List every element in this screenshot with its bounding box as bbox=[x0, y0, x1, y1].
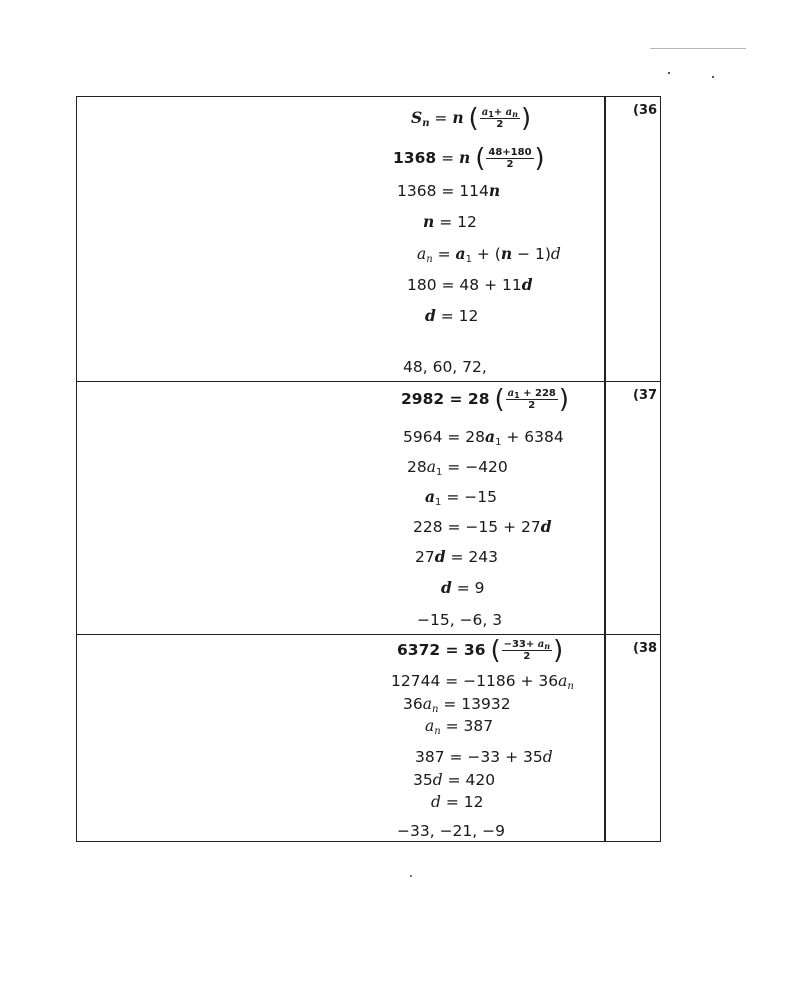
equation-line: n = 12 bbox=[423, 212, 477, 231]
scan-speck bbox=[712, 76, 714, 78]
scan-speck bbox=[668, 72, 670, 74]
equation-line: $a_1 = -15$ bbox=[425, 487, 497, 508]
equation-line: 35d = 420 bbox=[413, 771, 496, 789]
equation-line: $5964 = 28a_1 + 6384$ bbox=[403, 427, 564, 448]
column-divider bbox=[604, 382, 606, 634]
table-row bbox=[77, 634, 660, 842]
answer-sequence: 48, 60, 72, bbox=[403, 358, 487, 376]
scan-edge-line bbox=[650, 48, 746, 49]
problem-number: (38 bbox=[633, 641, 658, 656]
column-divider bbox=[604, 97, 606, 381]
table-row bbox=[77, 381, 660, 634]
column-divider bbox=[604, 635, 606, 842]
nth-term-formula: $a_n = a_1 + (n - 1)d$ bbox=[417, 244, 561, 265]
equation-line: 387 = −33 + 35d bbox=[415, 748, 553, 766]
substitution-line: 1368 = n ( $\frac{48+180}{2}$ ) bbox=[393, 143, 545, 174]
equation-line: 27d = 243 bbox=[415, 547, 499, 566]
problem-number: (36 bbox=[633, 103, 658, 118]
sum-formula: 2982 = 28 ( $\frac{a_1 + 228}{2}$ ) bbox=[401, 384, 570, 415]
equation-line: $12744 = -1186 + 36a_n$ bbox=[391, 672, 574, 692]
solutions-table bbox=[76, 96, 661, 842]
answer-sequence: −33, −21, −9 bbox=[397, 822, 505, 840]
sum-formula: $S_n = n$ ( $\frac{a_1+ a_n}{2}$ ) bbox=[411, 103, 532, 134]
equation-line: d = 12 bbox=[431, 793, 484, 811]
equation-line: d = 12 bbox=[425, 306, 479, 325]
equation-line: 228 = −15 + 27d bbox=[413, 517, 552, 536]
equation-line: $a_n = 387$ bbox=[425, 717, 494, 737]
answer-sequence: −15, −6, 3 bbox=[417, 611, 503, 629]
equation-line: 180 = 48 + 11d bbox=[407, 275, 533, 294]
problem-number: (37 bbox=[633, 388, 658, 403]
sum-formula: 6372 = 36 ( $\frac{-33+ a_n}{2}$ ) bbox=[397, 635, 564, 666]
table-row bbox=[77, 97, 660, 381]
equation-line: $28a_1 = -420$ bbox=[407, 458, 508, 478]
equation-line: 1368 = 114n bbox=[397, 181, 501, 200]
scan-speck bbox=[410, 875, 412, 877]
equation-line: d = 9 bbox=[441, 578, 485, 597]
equation-line: $36a_n = 13932$ bbox=[403, 695, 511, 715]
